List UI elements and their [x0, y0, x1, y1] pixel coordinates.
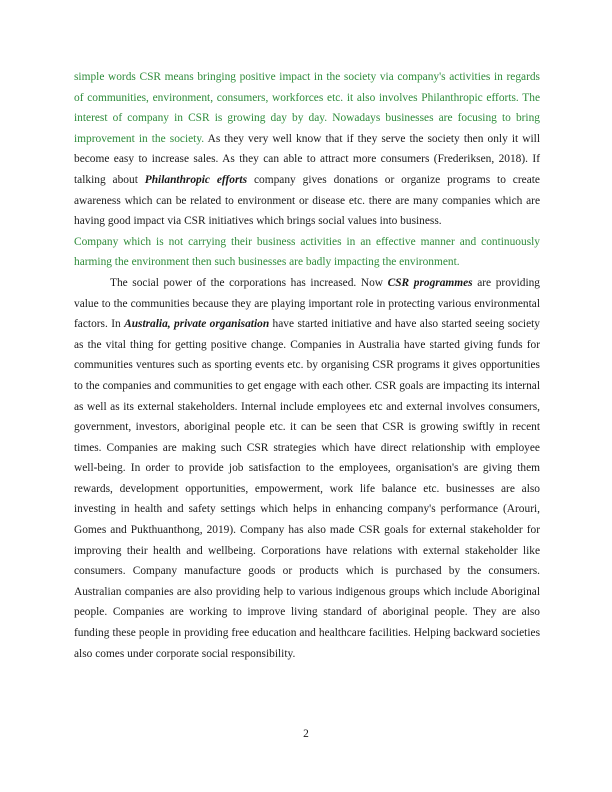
- emphasis-csr-programmes: CSR programmes: [387, 276, 473, 289]
- page-number: 2: [303, 728, 309, 740]
- body-text: are providing value to the communities because they are playing important role in protecting various environmental factors. In: [74, 276, 540, 331]
- paragraph-environment-impact: [74, 232, 540, 273]
- body-text: company gives donations or organize programs to create awareness which can be related to environment or disease etc. there are many companies which are having good impact via CSR initiatives which brings social values into business.: [74, 173, 540, 228]
- emphasis-australia-private-organisation: Australia, private organisation: [124, 318, 270, 331]
- highlighted-text: Company which is not carrying their business activities in an effective manner and continuously harming the environment then such businesses are badly impacting the environment.: [74, 235, 540, 269]
- highlighted-text: simple words CSR means bringing positive impact in the society via company's activities in regards of communities, environment, consumers, workforces etc. it also involves Philanthropic efforts. The interest of company in CSR is growing day by day. Nowadays businesses are focusing to bring improvement in the society.: [74, 71, 540, 145]
- body-text: have started initiative and have also started seeing society as the vital thing for getting positive change. Companies in Australia have started giving funds for communities ventures such as sporting events etc. by organising CSR programs it gives opportunities to the companies and communities to get engage with each other. CSR goals are impacting its internal as well as its external stakeholders. Internal include employees etc and external involves consumers, government, investors, aboriginal people etc. it can be seen that CSR is growing swiftly in recent times. Companies are making such CSR strategies which have direct relationship with employee well-being. In order to provide job satisfaction to the employees, organisation's are giving them rewards, development opportunities, empowerment, work life balance etc. businesses are also investing in health and safety settings which helps in enhancing company's performance (Arouri, Gomes and Pukthuanthong, 2019). Company has also made CSR goals for external stakeholder for improving their health and wellbeing. Corporations have relations with external stakeholder like consumers. Company manufacture goods or products which is purchased by the consumers. Australian companies are also providing help to various indigenous groups which include Aboriginal people. Companies are working to improve living standard of aboriginal people. They are also funding these people in providing free education and healthcare facilities. Helping backward societies also comes under corporate social responsibility.: [74, 318, 540, 660]
- document-body: [74, 67, 540, 664]
- body-text: The social power of the corporations has increased. Now: [110, 276, 388, 289]
- paragraph-social-power: [74, 273, 540, 664]
- paragraph-csr-definition: [74, 67, 540, 232]
- body-text: As they very well know that if they serve the society then only it will become easy to increase sales. As they can able to attract more consumers (Frederiksen, 2018). If talking about: [74, 132, 540, 186]
- emphasis-philanthropic-efforts: Philanthropic efforts: [144, 173, 248, 186]
